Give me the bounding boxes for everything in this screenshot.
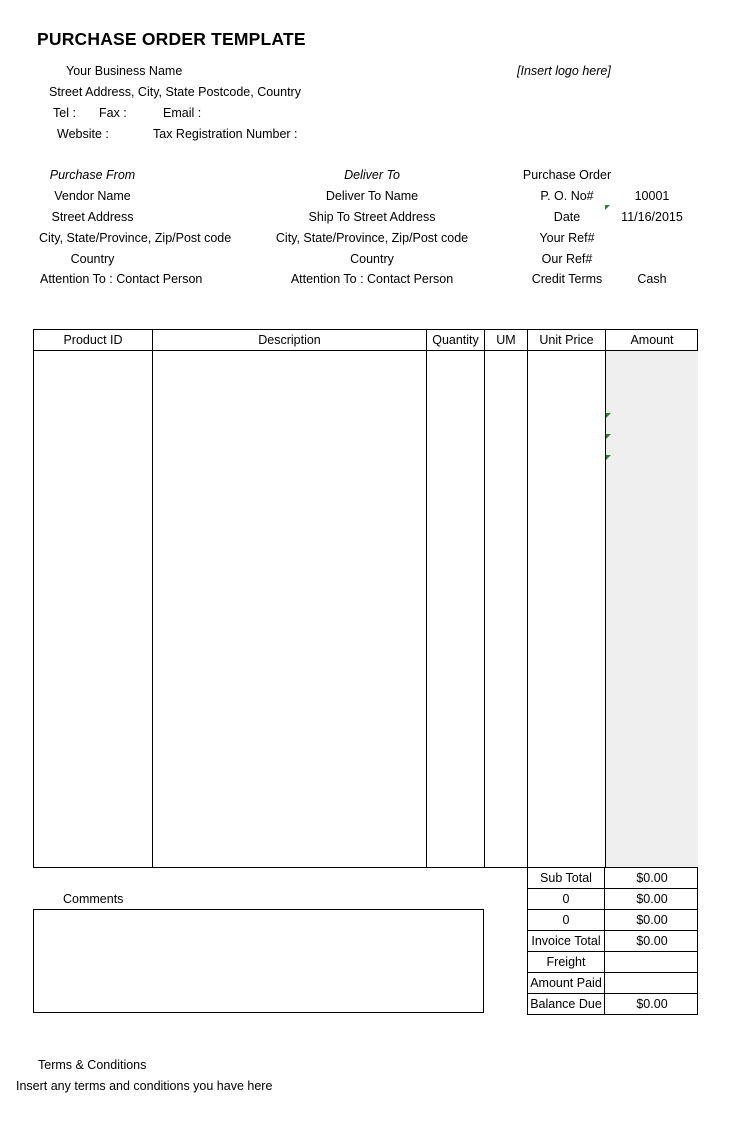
business-address[interactable]: Street Address, City, State Postcode, Country [49, 85, 301, 99]
totals-value[interactable]: $0.00 [636, 871, 668, 885]
amount-column-shading [606, 351, 698, 867]
header-unit-price: Unit Price [539, 333, 594, 347]
totals-row [527, 889, 698, 910]
totals-row-amount-paid [527, 973, 698, 994]
purchase-order-heading: Purchase Order [522, 168, 612, 182]
totals-value[interactable] [606, 973, 698, 993]
fax-label: Fax : [99, 106, 127, 120]
deliver-to-heading: Deliver To [344, 168, 400, 182]
totals-row [527, 910, 698, 931]
column-divider [484, 330, 485, 867]
cell-note-marker [605, 205, 610, 210]
po-number-value[interactable]: 10001 [634, 189, 670, 203]
column-divider [152, 330, 153, 867]
totals-label: Amount Paid [528, 973, 605, 993]
totals-value[interactable] [606, 952, 698, 972]
totals-row-freight [527, 952, 698, 973]
totals-value[interactable]: $0.00 [636, 913, 668, 927]
deliver-to-country[interactable]: Country [350, 252, 394, 266]
totals-value[interactable]: $0.00 [636, 934, 668, 948]
header-um: UM [496, 333, 516, 347]
deliver-to-name[interactable]: Deliver To Name [325, 189, 419, 203]
terms-text[interactable]: Insert any terms and conditions you have here [16, 1079, 273, 1093]
header-description: Description [258, 333, 321, 347]
page-title: PURCHASE ORDER TEMPLATE [37, 29, 306, 49]
website-label: Website : [57, 127, 109, 141]
items-table [33, 329, 698, 868]
column-divider [527, 330, 528, 867]
cell-note-marker [606, 413, 611, 418]
vendor-name[interactable]: Vendor Name [54, 189, 131, 203]
ship-to-street[interactable]: Ship To Street Address [308, 210, 436, 224]
totals-label: 0 [528, 889, 605, 909]
comments-label: Comments [63, 892, 124, 906]
totals-label: Freight [528, 952, 605, 972]
date-value[interactable]: 11/16/2015 [621, 210, 683, 224]
deliver-to-city[interactable]: City, State/Province, Zip/Post code [275, 231, 469, 245]
our-ref-label: Our Ref# [541, 252, 593, 266]
credit-terms-label: Credit Terms [531, 272, 603, 286]
totals-row-invoice-total [527, 931, 698, 952]
business-name[interactable]: Your Business Name [66, 64, 183, 78]
po-number-label: P. O. No# [540, 189, 594, 203]
cell-note-marker [606, 434, 611, 439]
vendor-attention[interactable]: Attention To : Contact Person [40, 272, 203, 286]
column-divider [426, 330, 427, 867]
vendor-country[interactable]: Country [70, 252, 115, 266]
totals-row-balance-due [527, 994, 698, 1015]
vendor-city[interactable]: City, State/Province, Zip/Post code [39, 231, 232, 245]
header-amount: Amount [630, 333, 674, 347]
logo-placeholder[interactable]: [Insert logo here] [517, 64, 611, 78]
totals-label: Balance Due [528, 994, 605, 1014]
totals-label: Sub Total [528, 868, 605, 888]
totals-label: 0 [528, 910, 605, 930]
header-quantity: Quantity [432, 333, 479, 347]
tax-registration-label: Tax Registration Number : [153, 127, 298, 141]
header-divider [34, 350, 697, 351]
vendor-street[interactable]: Street Address [51, 210, 134, 224]
totals-value[interactable]: $0.00 [636, 997, 668, 1011]
totals-value[interactable]: $0.00 [636, 892, 668, 906]
totals-row-subtotal [527, 867, 698, 889]
totals-label: Invoice Total [528, 931, 605, 951]
cell-note-marker [606, 455, 611, 460]
credit-terms-value[interactable]: Cash [637, 272, 667, 286]
terms-heading: Terms & Conditions [38, 1058, 147, 1072]
purchase-from-heading: Purchase From [49, 168, 136, 182]
deliver-to-attention[interactable]: Attention To : Contact Person [290, 272, 454, 286]
comments-box[interactable] [33, 909, 484, 1013]
your-ref-label: Your Ref# [539, 231, 595, 245]
column-divider [605, 330, 606, 867]
date-label: Date [553, 210, 581, 224]
header-product-id: Product ID [63, 333, 123, 347]
tel-label: Tel : [53, 106, 76, 120]
email-label: Email : [163, 106, 202, 120]
